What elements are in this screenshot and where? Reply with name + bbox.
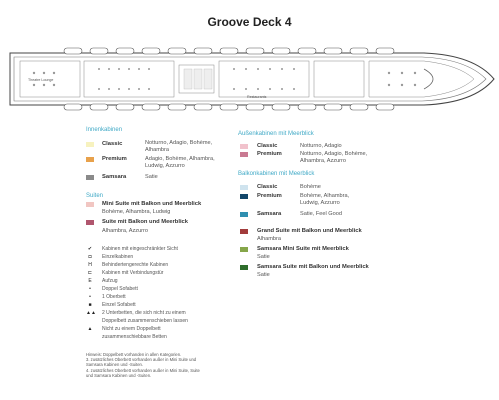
aussen-heading: Außenkabinen mit Meerblick: [238, 131, 314, 137]
legend-separate-beds-2: zusammenschiebbare Betten: [102, 334, 167, 340]
innen-premium-ships-1: Adagio, Bohème, Alhambra,: [145, 156, 215, 162]
grand-suite-swatch: [240, 229, 248, 234]
aussen-premium-swatch: [240, 152, 248, 157]
note-line-4: 4. zusätzliches Oberbett vorhanden außer in Mini Suite, Suite: [86, 368, 200, 373]
single-sofabed-icon: ■: [88, 302, 92, 308]
balkon-classic-swatch: [240, 185, 248, 190]
legend-upper-bed: 1 Oberbett: [102, 294, 126, 300]
legend-single-sofabed: Einzel Sofabett: [102, 302, 136, 308]
legend-restricted-view: Kabinen mit eingeschränkter Sicht: [102, 246, 178, 252]
mini-suite-swatch: [86, 202, 94, 207]
aussen-classic-swatch: [240, 144, 248, 149]
balkon-premium-label: Premium: [257, 193, 282, 199]
grand-suite-label: Grand Suite mit Balkon und Meerblick: [257, 228, 362, 234]
accessible-icon: H: [88, 262, 92, 268]
samsara-suite-ships: Satie: [257, 272, 270, 278]
legend-accessible: Behindertengerechte Kabinen: [102, 262, 169, 268]
samsara-suite-swatch: [240, 265, 248, 270]
connecting-door-icon: ⊏: [87, 270, 93, 276]
balkon-classic-ships: Bohème: [300, 184, 321, 190]
grand-suite-ships: Alhambra: [257, 236, 281, 242]
mini-suite-ships: Bohème, Alhambra, Ludwig: [102, 209, 171, 215]
innen-classic-swatch: [86, 142, 94, 147]
note-line-5: und Samsara Kabinen und -Suiten.: [86, 373, 152, 378]
aussen-premium-label: Premium: [257, 151, 282, 157]
deck-plan-drawing: [4, 45, 496, 113]
samsara-mini-suite-label: Samsara Mini Suite mit Meerblick: [257, 246, 349, 252]
deck-title: Groove Deck 4: [207, 15, 292, 29]
restricted-view-icon: ✔: [87, 246, 93, 252]
suite-ships: Alhambra, Azzurro: [102, 228, 149, 234]
aussen-premium-ships-1: Notturno, Adagio, Bohème,: [300, 151, 368, 157]
legend-separate-beds-1: Nicht zu einem Doppelbett: [102, 326, 161, 332]
single-cabin-icon: ◘: [88, 254, 92, 260]
aussen-premium-ships-2: Alhambra, Azzurro: [300, 158, 347, 164]
balkon-premium-ships-2: Ludwig, Azzurro: [300, 200, 340, 206]
innen-samsara-swatch: [86, 175, 94, 180]
innen-classic-label: Classic: [102, 141, 123, 147]
innen-premium-swatch: [86, 157, 94, 162]
legend-two-lower-beds-2: Doppelbett zusammenschieben lassen: [102, 318, 188, 324]
double-sofabed-icon: •: [89, 286, 91, 292]
legend-single-cabin: Einzelkabinen: [102, 254, 134, 260]
suite-swatch: [86, 220, 94, 225]
innen-classic-ships-1: Notturno, Adagio, Bohème,: [145, 140, 213, 146]
samsara-suite-label: Samsara Suite mit Balkon und Meerblick: [257, 264, 369, 270]
balkon-samsara-swatch: [240, 212, 248, 217]
mini-suite-label: Mini Suite mit Balkon und Meerblick: [102, 201, 202, 207]
elevator-icon: E: [88, 278, 92, 284]
ship-label-center: Restaurants: [247, 95, 267, 99]
suiten-heading: Suiten: [86, 193, 104, 199]
innen-samsara-label: Samsara: [102, 174, 127, 180]
ship-label-lounge: Theatre Lounge: [28, 78, 54, 82]
balkon-classic-label: Classic: [257, 184, 278, 190]
note-line-2: 3. zusätzliches Oberbett vorhanden außer in Mini Suite und: [86, 357, 197, 362]
upper-bed-icon: •: [89, 294, 91, 300]
balkon-samsara-label: Samsara: [257, 211, 282, 217]
legend-two-lower-beds-1: 2 Unterbetten, die sich nicht zu einem: [102, 310, 186, 316]
balkon-heading: Balkonkabinen mit Meerblick: [238, 171, 315, 177]
balkon-premium-ships-1: Bohème, Alhambra,: [300, 193, 350, 199]
innen-samsara-ships-1: Satie: [145, 174, 158, 180]
aussen-classic-ships: Notturno, Adagio: [300, 143, 342, 149]
innen-premium-ships-2: Ludwig, Azzurro: [145, 163, 185, 169]
aussen-classic-label: Classic: [257, 143, 278, 149]
note-line-3: Samsara Kabinen und -Suiten.: [86, 362, 144, 367]
legend-elevator: Aufzug: [102, 278, 118, 284]
note-line-1: Hinweis: Doppelbett vorhanden in allen Kategorien.: [86, 352, 182, 357]
legend-double-sofabed: Doppel Sofabett: [102, 286, 138, 292]
samsara-mini-suite-ships: Satie: [257, 254, 270, 260]
innen-premium-label: Premium: [102, 156, 127, 162]
innen-heading: Innenkabinen: [86, 127, 123, 133]
samsara-mini-suite-swatch: [240, 247, 248, 252]
legend-connecting-door: Kabinen mit Verbindungstür: [102, 270, 164, 276]
separate-beds-icon: ▲: [87, 326, 93, 332]
two-lower-beds-icon: ▲▲: [86, 310, 96, 316]
innen-classic-ships-2: Alhambra: [145, 147, 169, 153]
balkon-samsara-ships: Satie, Feel Good: [300, 211, 342, 217]
suite-label: Suite mit Balkon und Meerblick: [102, 219, 189, 225]
balkon-premium-swatch: [240, 194, 248, 199]
